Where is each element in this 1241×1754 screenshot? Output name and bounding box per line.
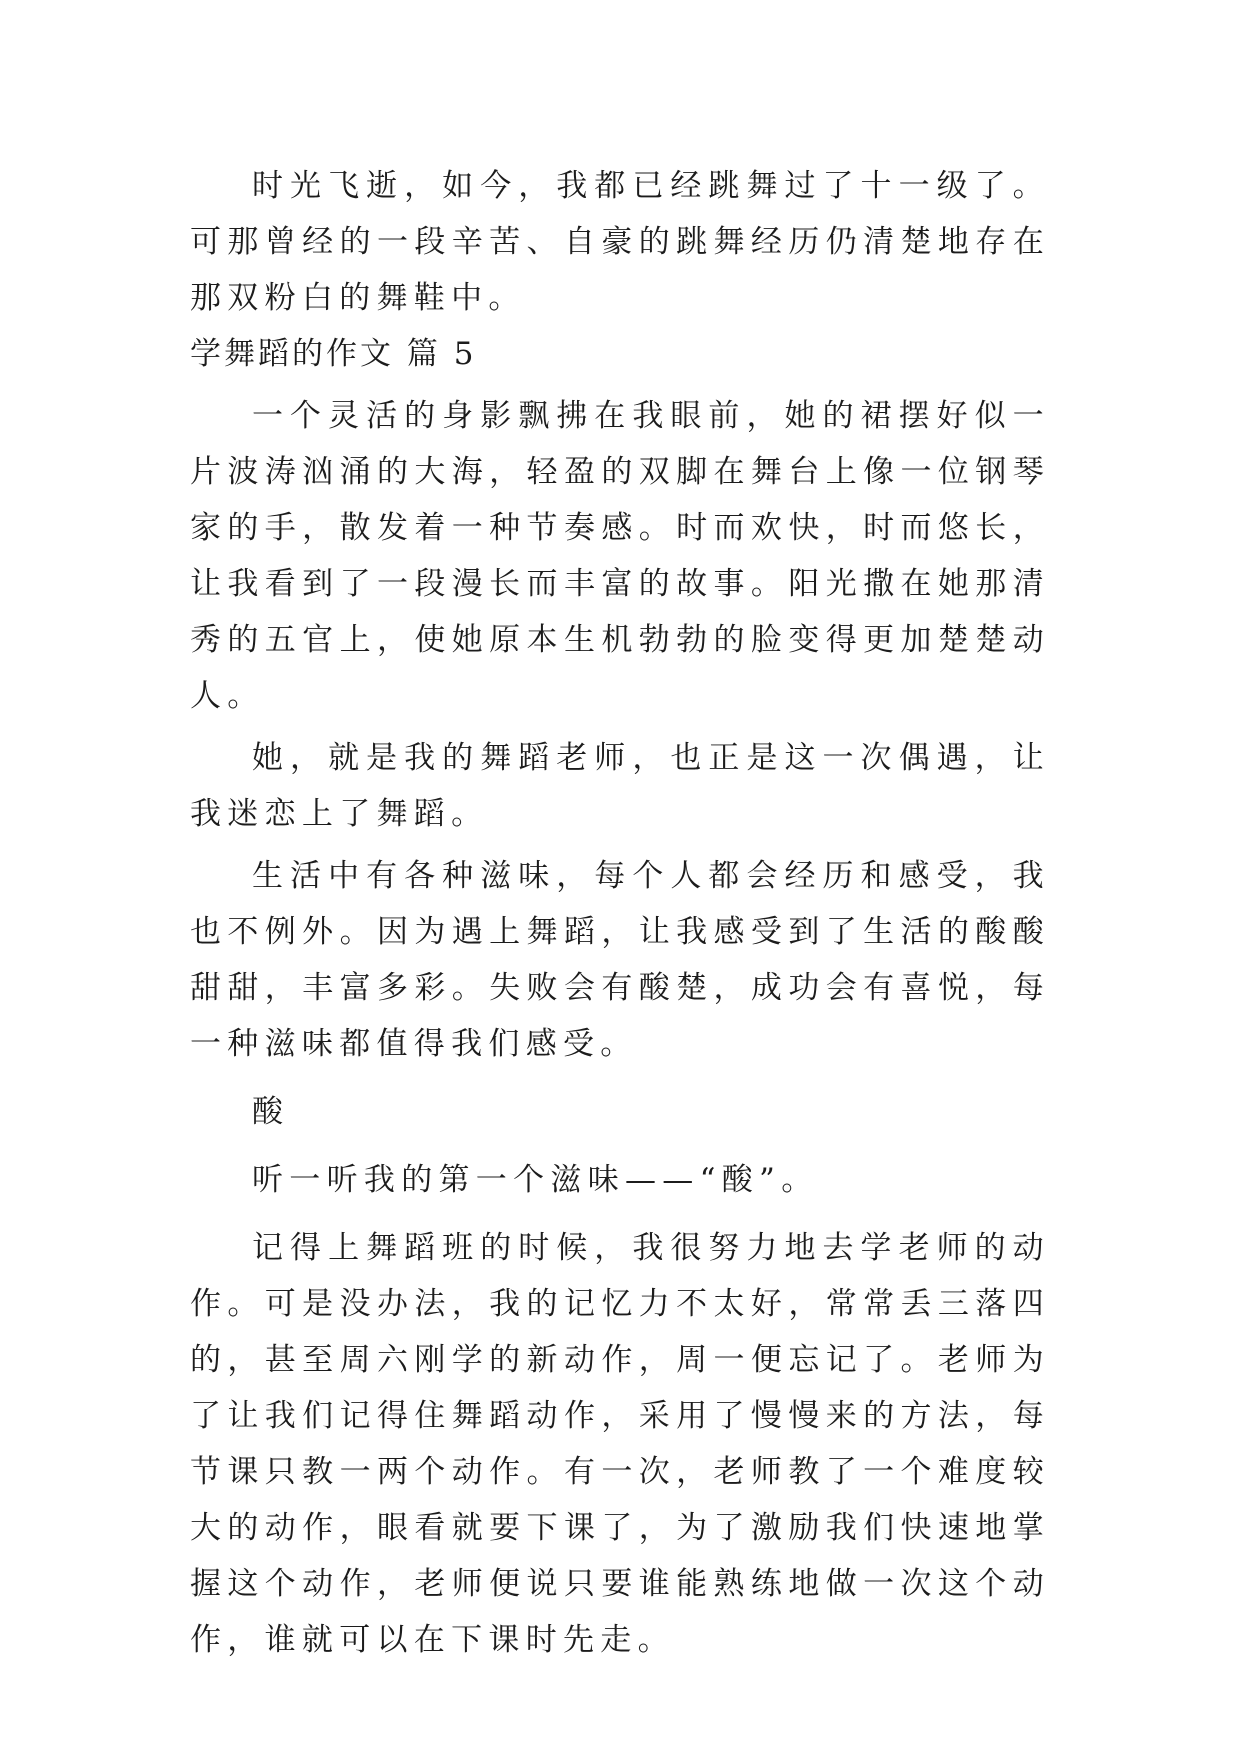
section-heading: 学舞蹈的作文 篇 5 xyxy=(190,336,477,372)
paragraph-sour-title: 酸 xyxy=(252,1094,290,1130)
paragraph-intro: 时光飞逝，如今，我都已经跳舞过了十一级了。可那曾经的一段辛苦、自豪的跳舞经历仍清楚地存在那双粉白的舞鞋中。 xyxy=(190,168,1050,316)
paragraph-life-flavors: 生活中有各种滋味，每个人都会经历和感受，我也不例外。因为遇上舞蹈，让我感受到了生活的酸酸甜甜，丰富多彩。失败会有酸楚，成功会有喜悦，每一种滋味都值得我们感受。 xyxy=(190,858,1050,1062)
paragraph-dance-class: 记得上舞蹈班的时候，我很努力地去学老师的动作。可是没办法，我的记忆力不太好，常常丢三落四的，甚至周六刚学的新动作，周一便忘记了。老师为了让我们记得住舞蹈动作，采用了慢慢来的方法，每节课只教一两个动作。有一次，老师教了一个难度较大的动作，眼看就要下课了，为了激励我们快速地掌握这个动作，老师便说只要谁能熟练地做一次这个动作，谁就可以在下课时先走。 xyxy=(190,1230,1050,1658)
paragraph-teacher-intro: 她，就是我的舞蹈老师，也正是这一次偶遇，让我迷恋上了舞蹈。 xyxy=(190,740,1050,832)
paragraph-teacher-description: 一个灵活的身影飘拂在我眼前，她的裙摆好似一片波涛汹涌的大海，轻盈的双脚在舞台上像一位钢琴家的手，散发着一种节奏感。时而欢快，时而悠长，让我看到了一段漫长而丰富的故事。阳光撒在她那清秀的五官上，使她原本生机勃勃的脸变得更加楚楚动人。 xyxy=(190,398,1050,714)
document-body xyxy=(190,158,1050,1668)
paragraph-sour-intro: 听一听我的第一个滋味——“酸”。 xyxy=(252,1162,819,1198)
